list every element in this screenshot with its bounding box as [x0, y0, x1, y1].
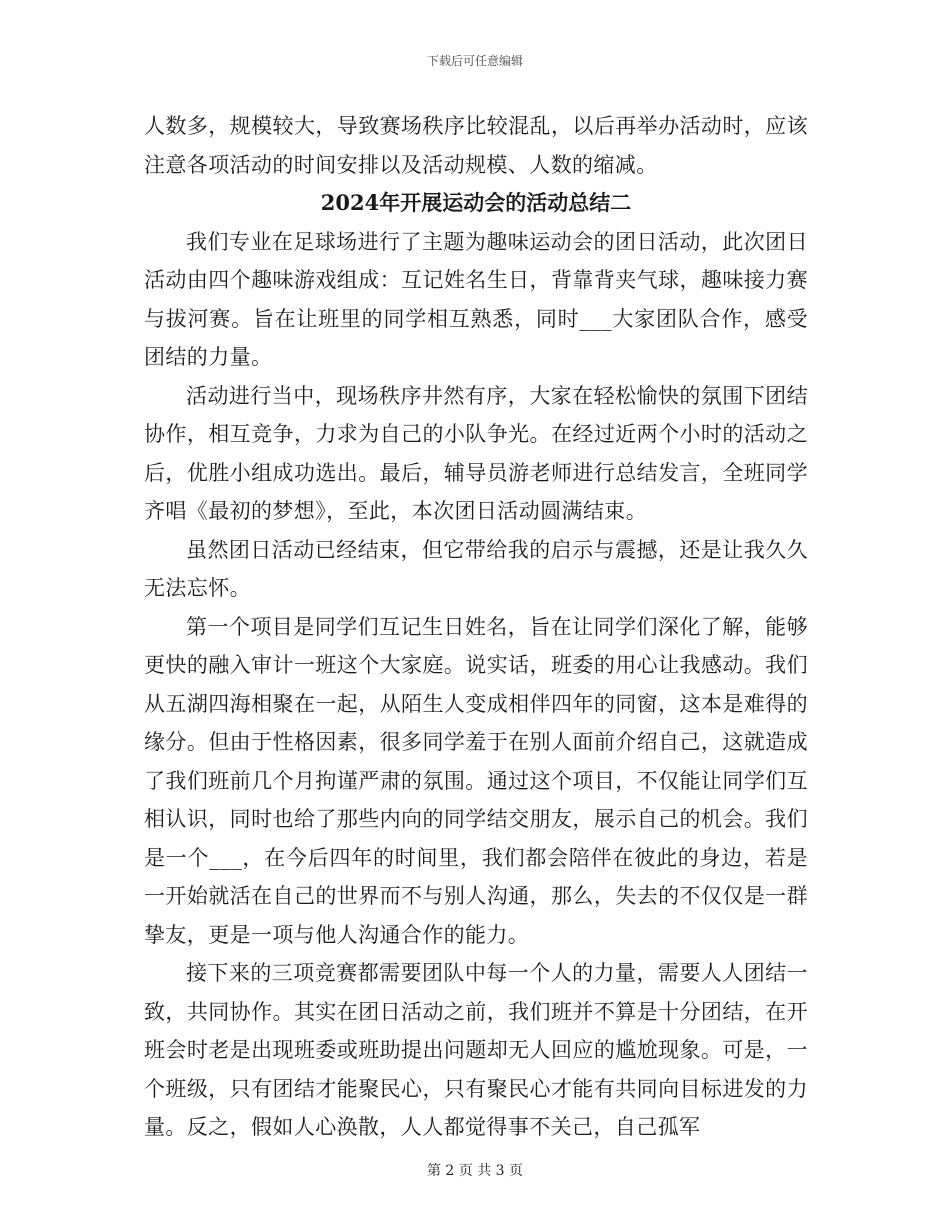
- paragraph: 活动进行当中，现场秩序井然有序，大家在轻松愉快的氛围下团结协作，相互竞争，力求为自己的小队争光。在经过近两个小时的活动之后，优胜小组成功选出。最后，辅导员游老师进行总结发言，全班同学齐唱《最初的梦想》，至此，本次团日活动圆满结束。: [144, 383, 808, 523]
- paragraph-continuation: 人数多，规模较大，导致赛场秩序比较混乱，以后再举办活动时，应该注意各项活动的时间安排以及活动规模、人数的缩减。: [144, 114, 808, 177]
- page-content: [144, 107, 808, 1147]
- section-title: 2024年开展运动会的活动总结二: [320, 190, 632, 215]
- paragraph: 接下来的三项竞赛都需要团队中每一个人的力量，需要人人团结一致，共同协作。其实在团日活动之前，我们班并不算是十分团结，在开班会时老是出现班委或班助提出问题却无人回应的尴尬现象。可是，一个班级，只有团结才能聚民心，只有聚民心才能有共同向目标进发的力量。反之，假如人心涣散，人人都觉得事不关己，自己孤军: [144, 961, 808, 1139]
- paragraph: 我们专业在足球场进行了主题为趣味运动会的团日活动，此次团日活动由四个趣味游戏组成：互记姓名生日，背靠背夹气球，趣味接力赛与拔河赛。旨在让班里的同学相互熟悉，同时___大家团队合作，感受团结的力量。: [144, 229, 808, 369]
- paragraph: 虽然团日活动已经结束，但它带给我的启示与震撼，还是让我久久无法忘怀。: [144, 537, 808, 600]
- page-footer: 第 2 页 共 3 页: [426, 1163, 524, 1179]
- page-header: 下载后可任意编辑: [426, 54, 523, 68]
- paragraph: 第一个项目是同学们互记生日姓名，旨在让同学们深化了解，能够更快的融入审计一班这个大家庭。说实话，班委的用心让我感动。我们从五湖四海相聚在一起，从陌生人变成相伴四年的同窗，这本是难得的缘分。但由于性格因素，很多同学羞于在别人面前介绍自己，这就造成了我们班前几个月拘谨严肃的氛围。通过这个项目，不仅能让同学们互相认识，同时也给了那些内向的同学结交朋友，展示自己的机会。我们是一个___，在今后四年的时间里，我们都会陪伴在彼此的身边，若是一开始就活在自己的世界而不与别人沟通，那么，失去的不仅仅是一群挚友，更是一项与他人沟通合作的能力。: [144, 614, 808, 947]
